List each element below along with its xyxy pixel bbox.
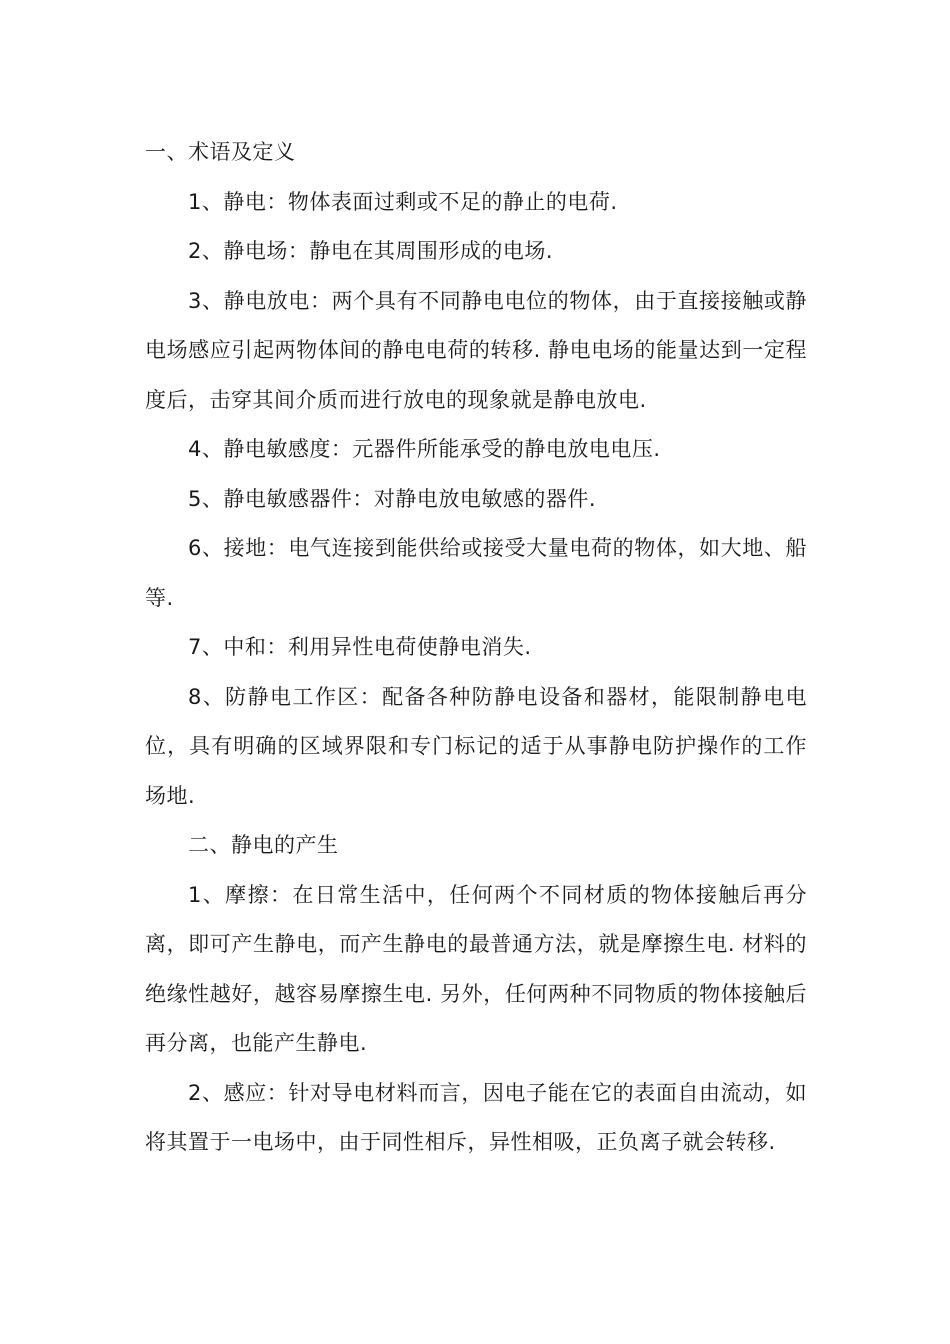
section-heading-generation: 二、静电的产生 bbox=[188, 833, 339, 857]
definition-neutralization: 7、中和：利用异性电荷使静电消失. bbox=[188, 635, 532, 659]
definition-esd-protected-area: 8、防静电工作区：配备各种防静电设备和器材，能限制静电电位，具有明确的区域界限和专门标记的适于从事静电防护操作的工作场地. bbox=[145, 684, 807, 808]
document-body bbox=[145, 128, 807, 1168]
definition-esd-sensitive-device: 5、静电敏感器件：对静电放电敏感的器件. bbox=[188, 486, 597, 511]
definition-electrostatic-discharge: 3、静电放电：两个具有不同静电电位的物体，由于直接接触或静电场感应引起两物体间的静电电荷的转移. 静电电场的能量达到一定程度后，击穿其间介质而进行放电的现象就是静电放电. bbox=[145, 288, 807, 412]
generation-induction: 2、感应：针对导电材料而言，因电子能在它的表面自由流动，如将其置于一电场中，由于同性相斥，异性相吸，正负离子就会转移. bbox=[145, 1080, 807, 1154]
definition-electrostatic-field: 2、静电场：静电在其周围形成的电场. bbox=[188, 239, 554, 263]
definition-esd-sensitivity: 4、静电敏感度：元器件所能承受的静电放电电压. bbox=[188, 437, 661, 461]
generation-friction: 1、摩擦：在日常生活中，任何两个不同材质的物体接触后再分离，即可产生静电，而产生静电的最普通方法，就是摩擦生电. 材料的绝缘性越好，越容易摩擦生电. 另外，任何两种不同物质的物体接触后再分离，也能产生静电. bbox=[145, 882, 807, 1055]
section-heading-terms: 一、术语及定义 bbox=[145, 140, 296, 164]
definition-static-electricity: 1、静电：物体表面过剩或不足的静止的电荷. bbox=[188, 189, 618, 214]
definition-grounding: 6、接地：电气连接到能供给或接受大量电荷的物体，如大地、船等. bbox=[145, 536, 807, 610]
